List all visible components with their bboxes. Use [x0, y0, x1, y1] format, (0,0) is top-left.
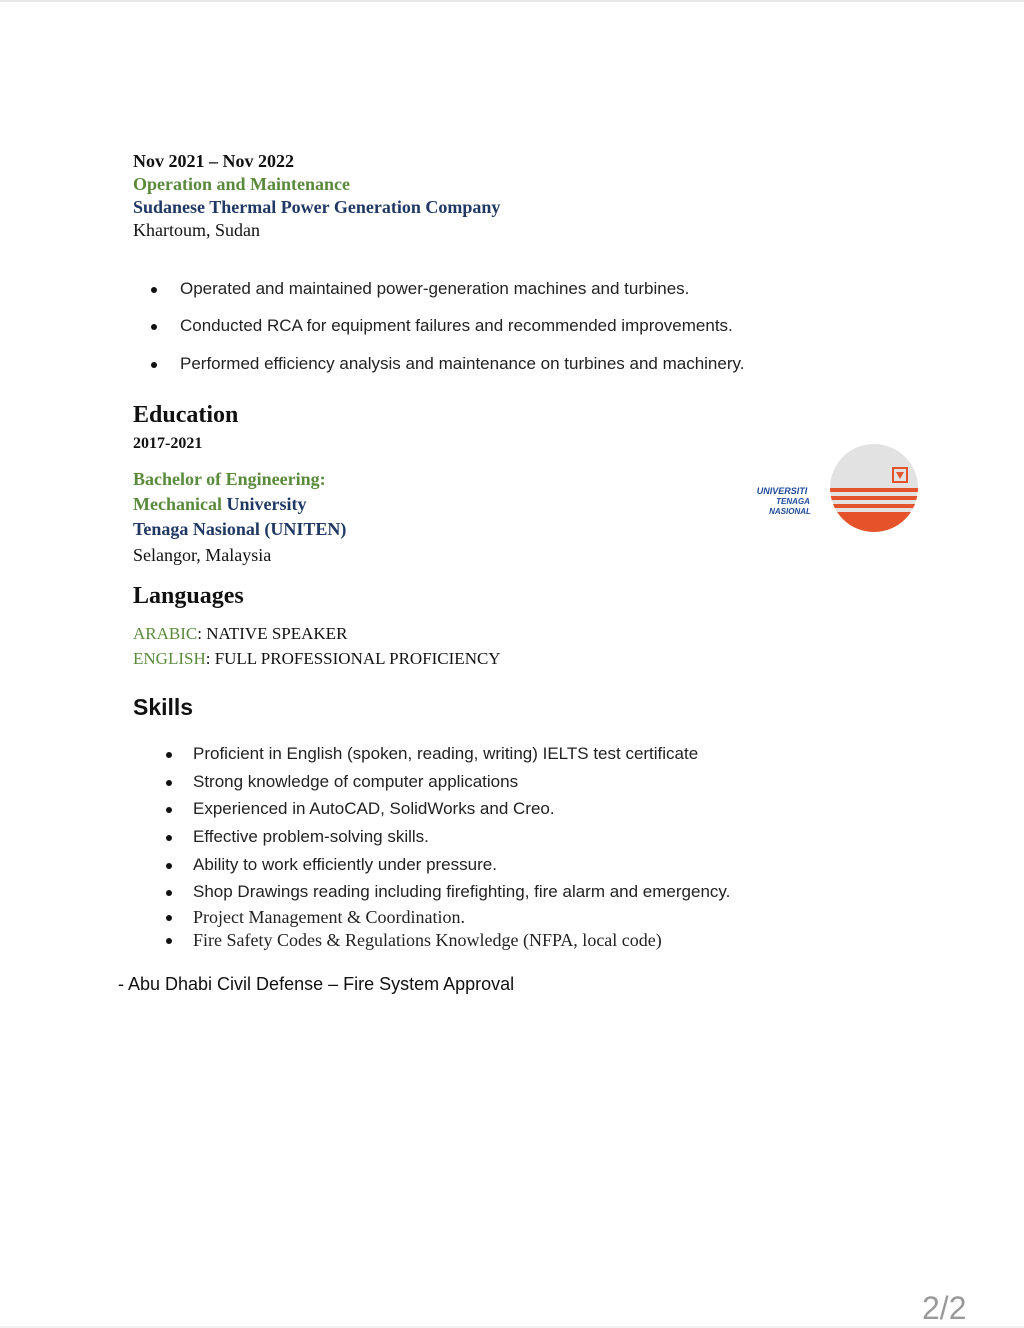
list-item-text: Shop Drawings reading including firefighting, fire alarm and emergency.: [193, 882, 731, 901]
language-name: ARABIC: [133, 624, 198, 643]
language-level: : NATIVE SPEAKER: [197, 624, 348, 643]
list-item-text: Ability to work efficiently under pressure.: [193, 855, 497, 874]
bullet-icon: [166, 835, 172, 841]
education-location: Selangor, Malaysia: [133, 545, 272, 565]
list-item: [193, 907, 465, 928]
language-item: [133, 649, 501, 669]
languages-heading: Languages: [133, 583, 244, 609]
list-item-text: Fire Safety Codes & Regulations Knowledge (NFPA, local code): [193, 930, 662, 950]
logo-text-line-2: TENAGA: [776, 497, 810, 506]
bullet-icon: [166, 863, 172, 869]
degree-line-3: Tenaga Nasional (UNITEN): [133, 519, 347, 539]
list-item-text: Conducted RCA for equipment failures and recommended improvements.: [180, 316, 733, 335]
logo-text-line-3: NASIONAL: [769, 507, 811, 516]
university-logo: [736, 442, 920, 534]
list-item-text: Proficient in English (spoken, reading, writing) IELTS test certificate: [193, 744, 699, 763]
education-years: 2017-2021: [133, 435, 203, 452]
bullet-icon: [166, 752, 172, 758]
list-item-text: Strong knowledge of computer applications: [193, 772, 519, 791]
list-item: [180, 316, 733, 336]
education-heading: Education: [133, 402, 239, 428]
page-number: 2/2: [922, 1290, 967, 1326]
footer-note: - Abu Dhabi Civil Defense – Fire System Approval: [118, 974, 515, 994]
list-item-text: Effective problem-solving skills.: [193, 827, 429, 846]
list-item-text: Experienced in AutoCAD, SolidWorks and Creo.: [193, 799, 555, 818]
language-name: ENGLISH: [133, 649, 206, 668]
job-title: Operation and Maintenance: [133, 174, 351, 194]
degree-field: Mechanical: [133, 494, 222, 514]
list-item: [193, 799, 555, 819]
bullet-icon: [151, 287, 157, 293]
bullet-icon: [166, 915, 172, 921]
job-date: Nov 2021 – Nov 2022: [133, 151, 294, 171]
list-item: [193, 930, 662, 951]
list-item-text: Project Management & Coordination.: [193, 907, 465, 927]
language-item: [133, 624, 347, 644]
bullet-icon: [151, 362, 157, 368]
list-item: [193, 882, 730, 902]
degree-line-2: [133, 494, 306, 515]
list-item: [193, 744, 698, 764]
list-item-text: Performed efficiency analysis and maintenance on turbines and machinery.: [180, 354, 745, 373]
skills-heading: Skills: [133, 694, 194, 720]
bullet-icon: [166, 807, 172, 813]
bullet-icon: [151, 324, 157, 330]
degree-university-word: University: [221, 494, 307, 514]
language-level: : FULL PROFESSIONAL PROFICIENCY: [205, 649, 501, 668]
list-item: [193, 772, 518, 792]
list-item: [193, 827, 429, 847]
logo-text-line-1: UNIVERSITI: [756, 486, 808, 496]
degree-line-1: Bachelor of Engineering:: [133, 469, 326, 489]
bullet-icon: [166, 890, 172, 896]
list-item: [193, 855, 497, 875]
bullet-icon: [166, 780, 172, 786]
list-item: [180, 279, 689, 299]
bullet-icon: [166, 938, 172, 944]
job-location: Khartoum, Sudan: [133, 220, 260, 240]
job-company: Sudanese Thermal Power Generation Company: [133, 197, 501, 217]
list-item: [180, 354, 744, 374]
list-item-text: Operated and maintained power-generation machines and turbines.: [180, 279, 690, 298]
